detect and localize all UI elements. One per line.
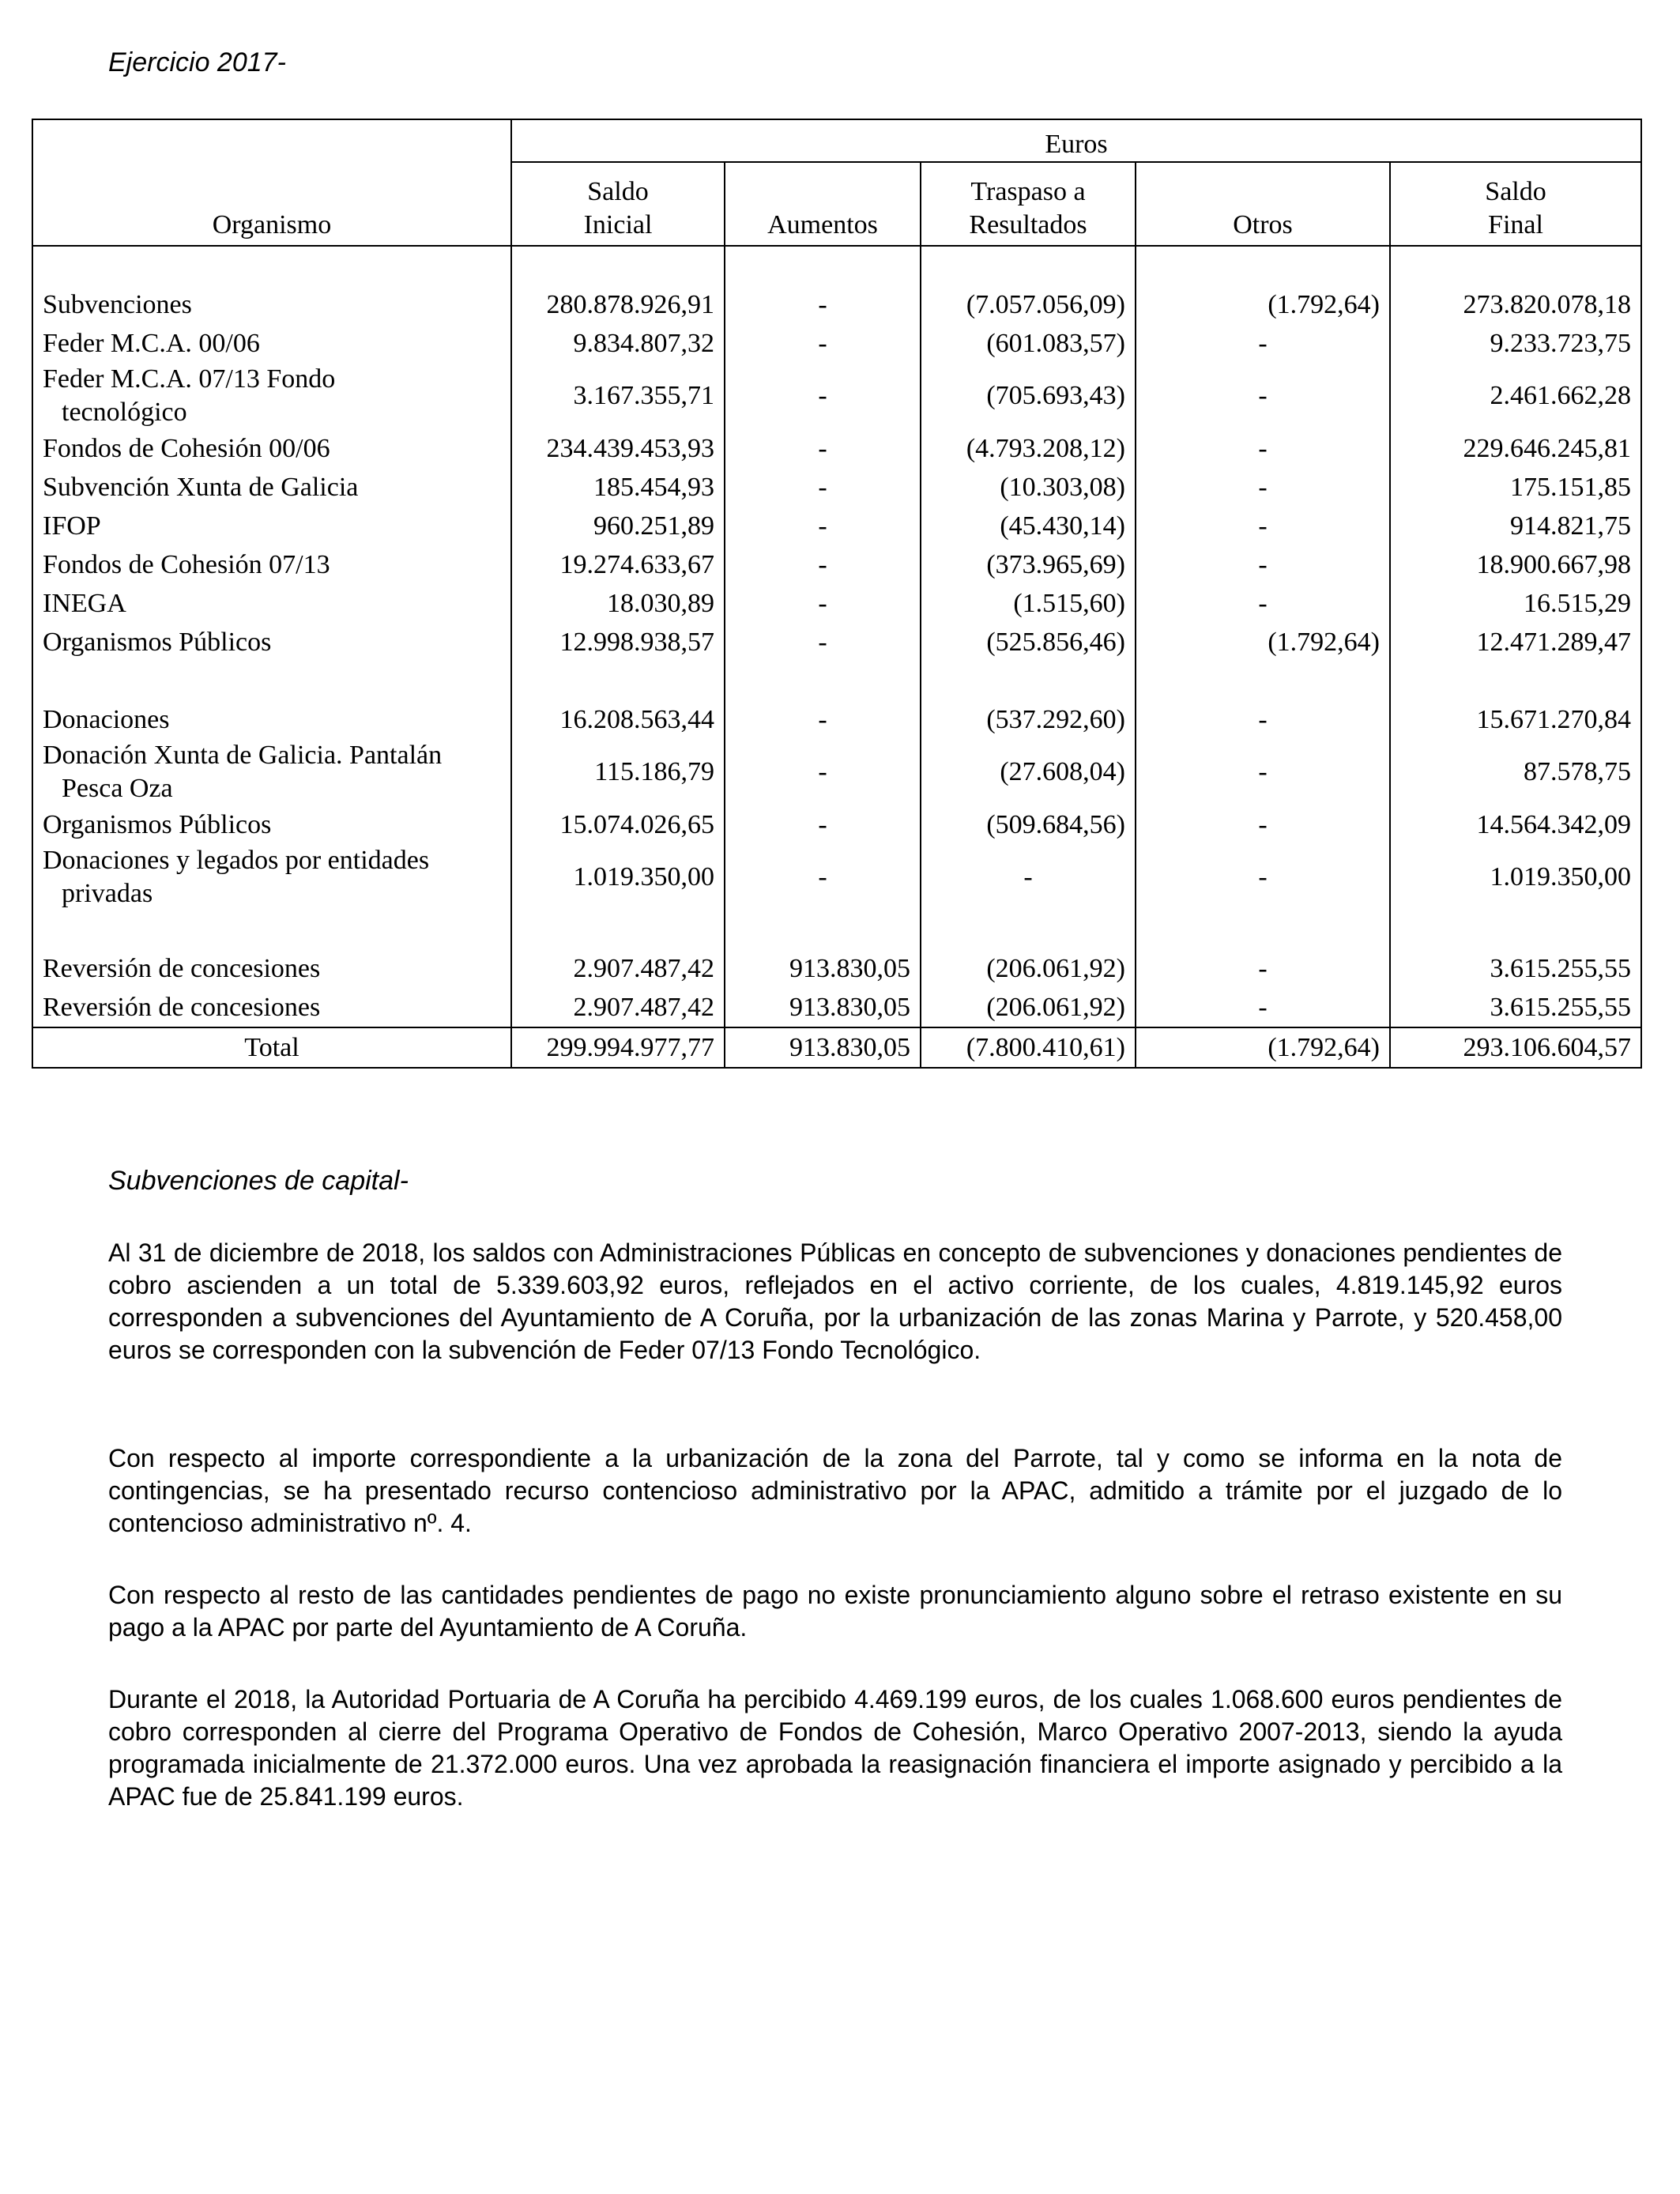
table-row: Organismos Públicos 15.074.026,65 - (509.684,56) - 14.564.342,09 [32,805,1641,844]
col-header-organismo: Organismo [32,119,511,246]
table-row: Donaciones y legados por entidades privadas 1.019.350,00 - - - 1.019.350,00 [32,844,1641,910]
table-row: Donación Xunta de Galicia. Pantalán Pesca Oza 115.186,79 - (27.608,04) - 87.578,75 [32,739,1641,805]
table-row: IFOP 960.251,89 - (45.430,14) - 914.821,75 [32,507,1641,545]
paragraph: Al 31 de diciembre de 2018, los saldos con Administraciones Públicas en concepto de subvenciones y donaciones pendientes de cobro ascienden a un total de 5.339.603,92 euros, reflejados en el activo corriente, de los cuales, 4.819.145,92 euros corresponden a subvenciones del Ayuntamiento de A Coruña, por la urbanización de las zonas Marina y Parrote, y 520.458,00 euros se corresponden con la subvención de Feder 07/13 Fondo Tecnológico. [108,1238,1562,1364]
table-row: Fondos de Cohesión 07/13 19.274.633,67 - (373.965,69) - 18.900.667,98 [32,545,1641,584]
table-row: Feder M.C.A. 07/13 Fondo tecnológico 3.167.355,71 - (705.693,43) - 2.461.662,28 [32,363,1641,429]
section-heading-subvenciones-capital: Subvenciones de capital- [108,1166,409,1196]
table-row: INEGA 18.030,89 - (1.515,60) - 16.515,29 [32,584,1641,623]
table-row: Organismos Públicos 12.998.938,57 - (525.856,46) (1.792,64) 12.471.289,47 [32,623,1641,662]
col-header-saldo-final: Saldo Final [1390,162,1641,246]
table-row: Reversión de concesiones 2.907.487,42 913.830,05 (206.061,92) - 3.615.255,55 [32,949,1641,988]
section-heading-ejercicio-2017: Ejercicio 2017- [108,47,286,77]
col-group-euros: Euros [511,119,1641,162]
table-row: Reversión de concesiones 2.907.487,42 913.830,05 (206.061,92) - 3.615.255,55 [32,988,1641,1027]
table-row: Fondos de Cohesión 00/06 234.439.453,93 - (4.793.208,12) - 229.646.245,81 [32,429,1641,468]
table-row: Feder M.C.A. 00/06 9.834.807,32 - (601.083,57) - 9.233.723,75 [32,324,1641,363]
col-header-aumentos: Aumentos [725,162,921,246]
table-row: Donaciones 16.208.563,44 - (537.292,60) - 15.671.270,84 [32,700,1641,739]
col-header-saldo-inicial: Saldo Inicial [511,162,725,246]
paragraph: Con respecto al resto de las cantidades pendientes de pago no existe pronunciamiento alguno sobre el retraso existente en su pago a la APAC por parte del Ayuntamiento de A Coruña. [108,1581,1562,1642]
balance-table [32,119,1642,1069]
col-header-otros: Otros [1136,162,1390,246]
col-header-traspaso: Traspaso a Resultados [921,162,1136,246]
table-total-row: Total 299.994.977,77 913.830,05 (7.800.410,61) (1.792,64) 293.106.604,57 [32,1027,1641,1068]
paragraph: Durante el 2018, la Autoridad Portuaria de A Coruña ha percibido 4.469.199 euros, de los cuales 1.068.600 euros pendientes de cobro corresponden al cierre del Programa Operativo de Fondos de Cohesión, Marco Operativo 2007-2013, siendo la ayuda programada inicialmente de 21.372.000 euros. Una vez aprobada la reasignación financiera el importe asignado y percibido a la APAC fue de 25.841.199 euros. [108,1685,1562,1811]
table-row: Subvenciones 280.878.926,91 - (7.057.056,09) (1.792,64) 273.820.078,18 [32,285,1641,324]
paragraph: Con respecto al importe correspondiente a la urbanización de la zona del Parrote, tal y como se informa en la nota de contingencias, se ha presentado recurso contencioso administrativo por la APAC, admitido a trámite por el juzgado de lo contencioso administrativo nº. 4. [108,1444,1562,1537]
table-row: Subvención Xunta de Galicia 185.454,93 - (10.303,08) - 175.151,85 [32,468,1641,507]
